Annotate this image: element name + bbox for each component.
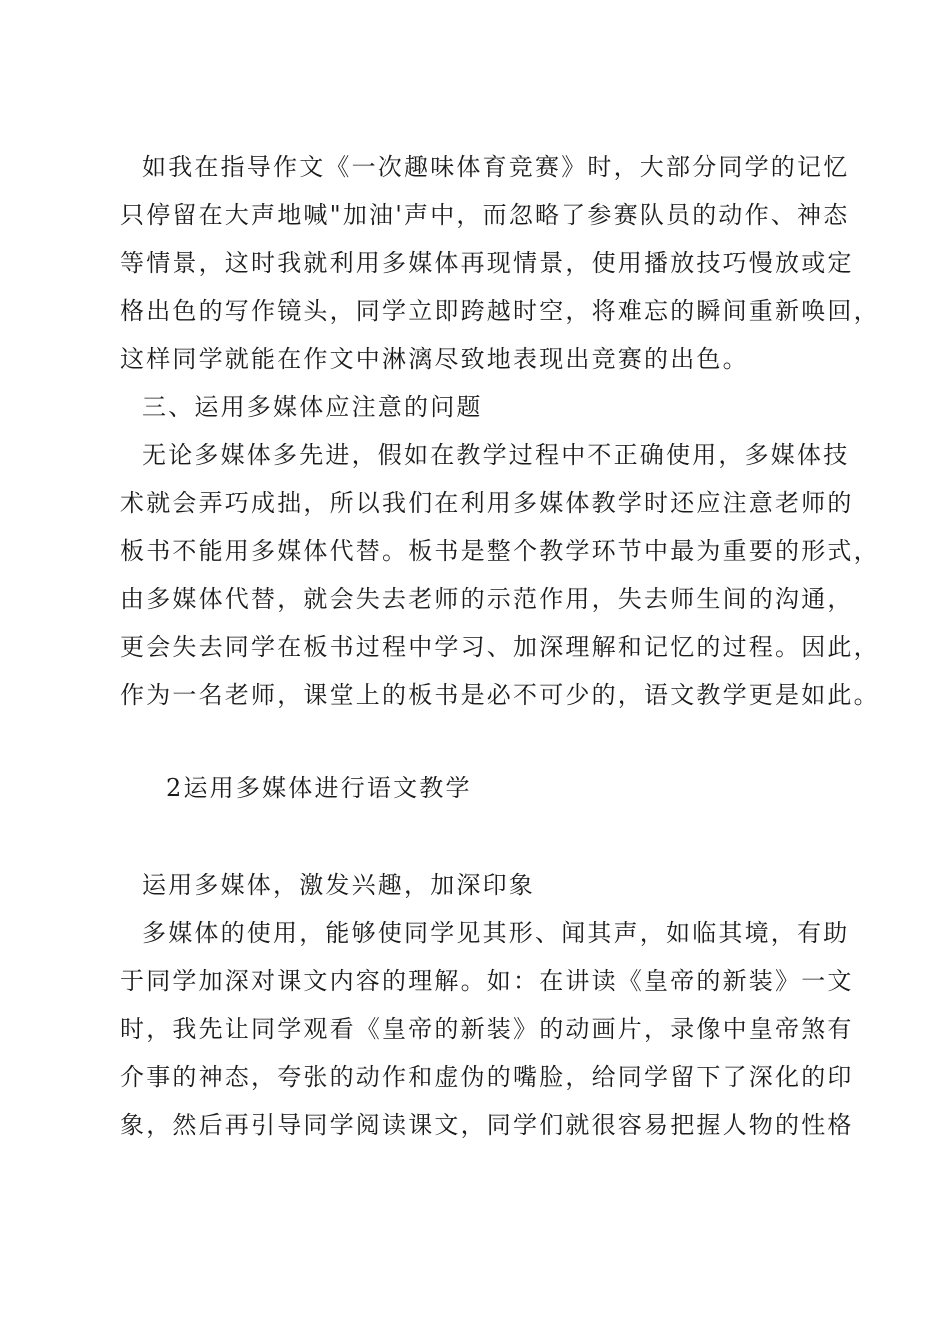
paragraph-1-line-1: 如我在指导作文《一次趣味体育竞赛》时，大部分同学的记忆 [142, 153, 850, 181]
paragraph-3-line-3: 时，我先让同学观看《皇帝的新装》的动画片，录像中皇帝煞有 [120, 1015, 854, 1043]
subheading: 运用多媒体，激发兴趣，加深印象 [142, 871, 535, 899]
paragraph-3-line-1: 多媒体的使用，能够使同学见其形、闻其声，如临其境，有助 [142, 919, 850, 947]
paragraph-1-line-4: 格出色的写作镜头，同学立即跨越时空，将难忘的瞬间重新唤回， [120, 297, 880, 325]
paragraph-3-line-2: 于同学加深对课文内容的理解。如：在讲读《皇帝的新装》一文 [120, 967, 854, 995]
paragraph-2-line-2: 术就会弄巧成拙，所以我们在利用多媒体教学时还应注意老师的 [120, 489, 854, 517]
paragraph-2-line-6: 作为一名老师，课堂上的板书是必不可少的，语文教学更是如此。 [120, 681, 880, 709]
paragraph-1-line-2: 只停留在大声地喊"加油'声中，而忽略了参赛队员的动作、神态 [120, 201, 850, 229]
paragraph-3-line-4: 介事的神态，夸张的动作和虚伪的嘴脸，给同学留下了深化的印 [120, 1063, 854, 1091]
paragraph-3-line-5: 象，然后再引导同学阅读课文，同学们就很容易把握人物的性格 [120, 1111, 854, 1139]
paragraph-2-line-3: 板书不能用多媒体代替。板书是整个教学环节中最为重要的形式， [120, 537, 880, 565]
paragraph-2-line-4: 由多媒体代替，就会失去老师的示范作用，失去师生间的沟通， [120, 585, 854, 613]
paragraph-1-line-5: 这样同学就能在作文中淋漓尽致地表现出竞赛的出色。 [120, 345, 749, 373]
section-title: 2运用多媒体进行语文教学 [166, 774, 472, 802]
paragraph-1-line-3: 等情景，这时我就利用多媒体再现情景，使用播放技巧慢放或定 [120, 249, 854, 277]
heading-section-3: 三、运用多媒体应注意的问题 [142, 393, 483, 421]
paragraph-2-line-1: 无论多媒体多先进，假如在教学过程中不正确使用，多媒体技 [142, 441, 850, 469]
paragraph-2-line-5: 更会失去同学在板书过程中学习、加深理解和记忆的过程。因此， [120, 633, 880, 661]
